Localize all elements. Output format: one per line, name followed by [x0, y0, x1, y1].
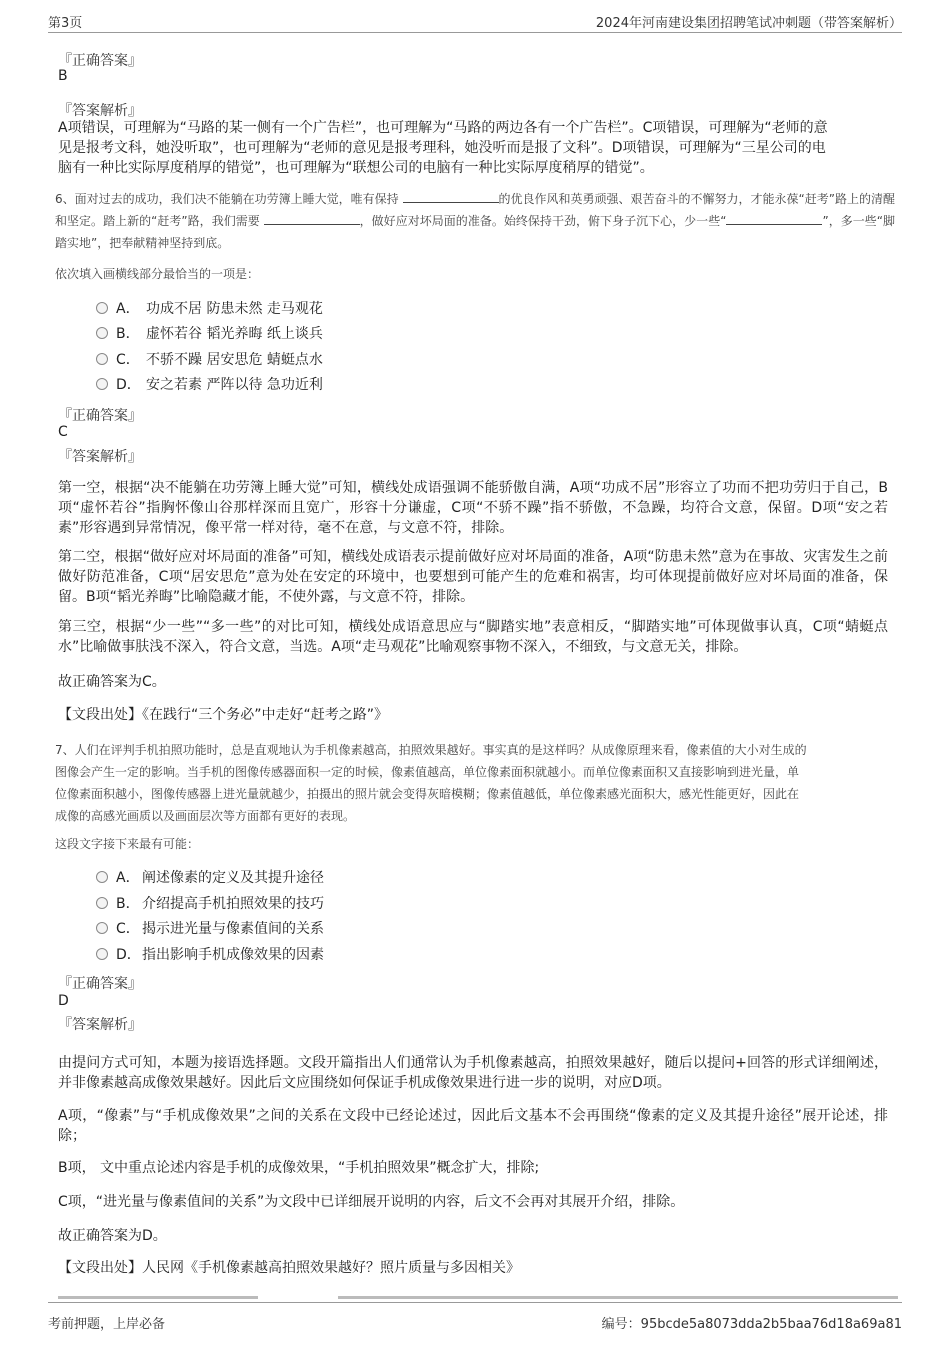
page-footer — [48, 1302, 902, 1343]
blank-line — [403, 190, 499, 203]
correct-answer-value: C — [58, 424, 68, 440]
analysis-block — [58, 118, 888, 178]
radio-icon[interactable] — [96, 871, 108, 883]
source-citation: 【文段出处】人民网《手机像素越高拍照效果越好？照片质量与多因相关》 — [58, 1260, 520, 1276]
analysis-label: 『答案解析』 — [58, 449, 142, 465]
document-title: 2024年河南建设集团招聘笔试冲刺题（带答案解析） — [595, 16, 902, 31]
conclusion: 故正确答案为C。 — [58, 674, 166, 690]
radio-icon[interactable] — [96, 353, 108, 365]
stem-text: 的优良作风和英勇顽强、艰苦奋斗的不懈努力，才能永葆“赶 — [498, 192, 817, 206]
stem-text: 6、面对过去的成功，我们决不能躺在功劳簿上睡大觉，唯有保持 — [55, 192, 403, 206]
stem-line: 成像的高感光画质以及画面层次等方面都有更好的表现。 — [55, 809, 356, 823]
correct-answer-value: D — [58, 993, 69, 1009]
analysis-line: A项错误，可理解为“马路的某一侧有一个广告栏”，也可理解为“马路的两边各有一个广告栏”。C项错误，可理解为“老师的意 — [58, 120, 828, 136]
option-b[interactable]: B． 介绍提高手机拍照效果的技巧 — [96, 893, 324, 915]
question-7-stem — [55, 739, 895, 827]
correct-answer-value: B — [58, 68, 68, 84]
analysis-label: 『答案解析』 — [58, 1017, 142, 1033]
option-c[interactable]: C． 不骄不躁 居安思危 蜻蜓点水 — [96, 349, 323, 371]
option-d[interactable]: D．指出影响手机成像效果的因素 — [96, 944, 324, 966]
option-a[interactable]: A． 功成不居 防患未然 走马观花 — [96, 298, 323, 320]
analysis-line: 脑有一种比实际厚度稍厚的错觉”，也可理解为“联想公司的电脑有一种比实际厚度稍厚的错觉”。 — [58, 160, 654, 176]
analysis-line: 见是报考文科，她没听取”，也可理解为“老师的意见是报考理科，她没听而是报了文科”。D项错误，可理解为“三星公司的电 — [58, 140, 826, 156]
blank-line — [726, 212, 822, 225]
analysis-paragraph: 由提问方式可知，本题为接语选择题。文段开篇指出人们通常认为手机像素越高，拍照效果越好，随后以提问+回答的形式详细阐述，并非像素越高成像效果越好。因此后文应围绕如何保证手机成像效果进行进一步的说明，对应D项。 — [58, 1055, 888, 1091]
correct-answer-label: 『正确答案』 — [58, 408, 142, 424]
option-b[interactable]: B． 虚怀若谷 韬光养晦 纸上谈兵 — [96, 323, 323, 345]
stem-line: 7、人们在评判手机拍照功能时，总是直观地认为手机像素越高，拍照效果越好。事实真的是这样吗？从成像原理来看，像素值的大小对生成的 — [55, 743, 807, 757]
correct-answer-label: 『正确答案』 — [58, 976, 142, 992]
footer-slogan: 考前押题，上岸必备 — [48, 1317, 166, 1332]
radio-icon[interactable] — [96, 948, 108, 960]
question-6-prompt: 依次填入画横线部分最恰当的一项是： — [55, 267, 260, 281]
question-7-prompt: 这段文字接下来最有可能： — [55, 837, 200, 851]
stem-text: 考”路上的清醒和坚定。踏上新的“赶考”路，我们需要 — [55, 192, 895, 228]
analysis-label: 『答案解析』 — [58, 103, 142, 119]
page-header — [48, 10, 902, 33]
analysis-paragraph: 第三空，根据“少一些”“多一些”的对比可知，横线处成语意思应与“脚踏实地”表意相反，“脚踏实地”可体现做事认真，C项“蜻蜓点水”比喻做事肤浅不深入，符合文意，当选。A项“走马观花”比喻观察事物不深入，不细致，与文意无关，排除。 — [58, 619, 888, 655]
document-id: 编号：95bcde5a8073dda2b5baa76d18a69a81 — [601, 1317, 902, 1332]
stem-line: 图像会产生一定的影响。当手机的图像传感器面积一定的时候，像素值越高，单位像素面积就越小。而单位像素面积又直接影响到进光量，单 — [55, 765, 800, 779]
radio-icon[interactable] — [96, 897, 108, 909]
analysis-paragraph: 第二空，根据“做好应对坏局面的准备”可知，横线处成语表示提前做好应对坏局面的准备，A项“防患未然”意为在事故、灾害发生之前做好防范准备，C项“居安思危”意为处在安定的环境中，也要想到可能产生的危难和祸害，均可体现提前做好应对坏局面的准备，保留。B项“韬光养晦”比喻隐藏才能，不使外露，与文意不符，排除。 — [58, 549, 888, 605]
radio-icon[interactable] — [96, 327, 108, 339]
analysis-paragraph: C项，“进光量与像素值间的关系”为文段中已详细展开说明的内容，后文不会再对其展开介绍，排除。 — [58, 1194, 685, 1210]
analysis-paragraph: 第一空，根据“决不能躺在功劳簿上睡大觉”可知，横线处成语强调不能骄傲自满，A项“功成不居”形容立了功而不把功劳归于自己，B项“虚怀若谷”指胸怀像山谷那样深而且宽广，形容十分谦虚，C项“不骄不躁”指不骄傲，不急躁，均符合文意，保留。D项“安之若素”形容遇到异常情况，像平常一样对待，毫不在意，与文意不符，排除。 — [58, 480, 888, 536]
stem-line: 位像素面积越小，图像传感器上进光量就越少，拍摄出的照片就会变得灰暗模糊；像素值越低，单位像素感光面积大，感光性能更好，因此在 — [55, 787, 800, 801]
analysis-paragraph: A项，“像素”与“手机成像效果”之间的关系在文段中已经论述过，因此后文基本不会再围绕“像素的定义及其提升途径”展开论述，排除； — [58, 1108, 888, 1144]
analysis-paragraph: B项， 文中重点论述内容是手机的成像效果，“手机拍照效果”概念扩大，排除; — [58, 1160, 540, 1176]
page-number: 第3页 — [48, 16, 83, 31]
cropped-text-row — [48, 1290, 898, 1302]
option-a[interactable]: A． 阐述像素的定义及其提升途径 — [96, 867, 324, 889]
question-6-stem — [55, 188, 895, 254]
radio-icon[interactable] — [96, 302, 108, 314]
stem-text: ”，多一些“脚踏实地”，把奉献精神坚持到底。 — [55, 214, 896, 250]
option-c[interactable]: C． 揭示进光量与像素值间的关系 — [96, 918, 324, 940]
correct-answer-label: 『正确答案』 — [58, 53, 142, 69]
radio-icon[interactable] — [96, 378, 108, 390]
radio-icon[interactable] — [96, 922, 108, 934]
conclusion: 故正确答案为D。 — [58, 1228, 167, 1244]
source-citation: 【文段出处】《在践行“三个务必”中走好“赶考之路”》 — [58, 707, 389, 723]
blank-line — [264, 212, 360, 225]
stem-text: ，做好应对坏局面的准备。始终保持干劲，俯下身子沉下心，少一些“ — [359, 214, 727, 228]
option-d[interactable]: D． 安之若素 严阵以待 急功近利 — [96, 374, 323, 396]
